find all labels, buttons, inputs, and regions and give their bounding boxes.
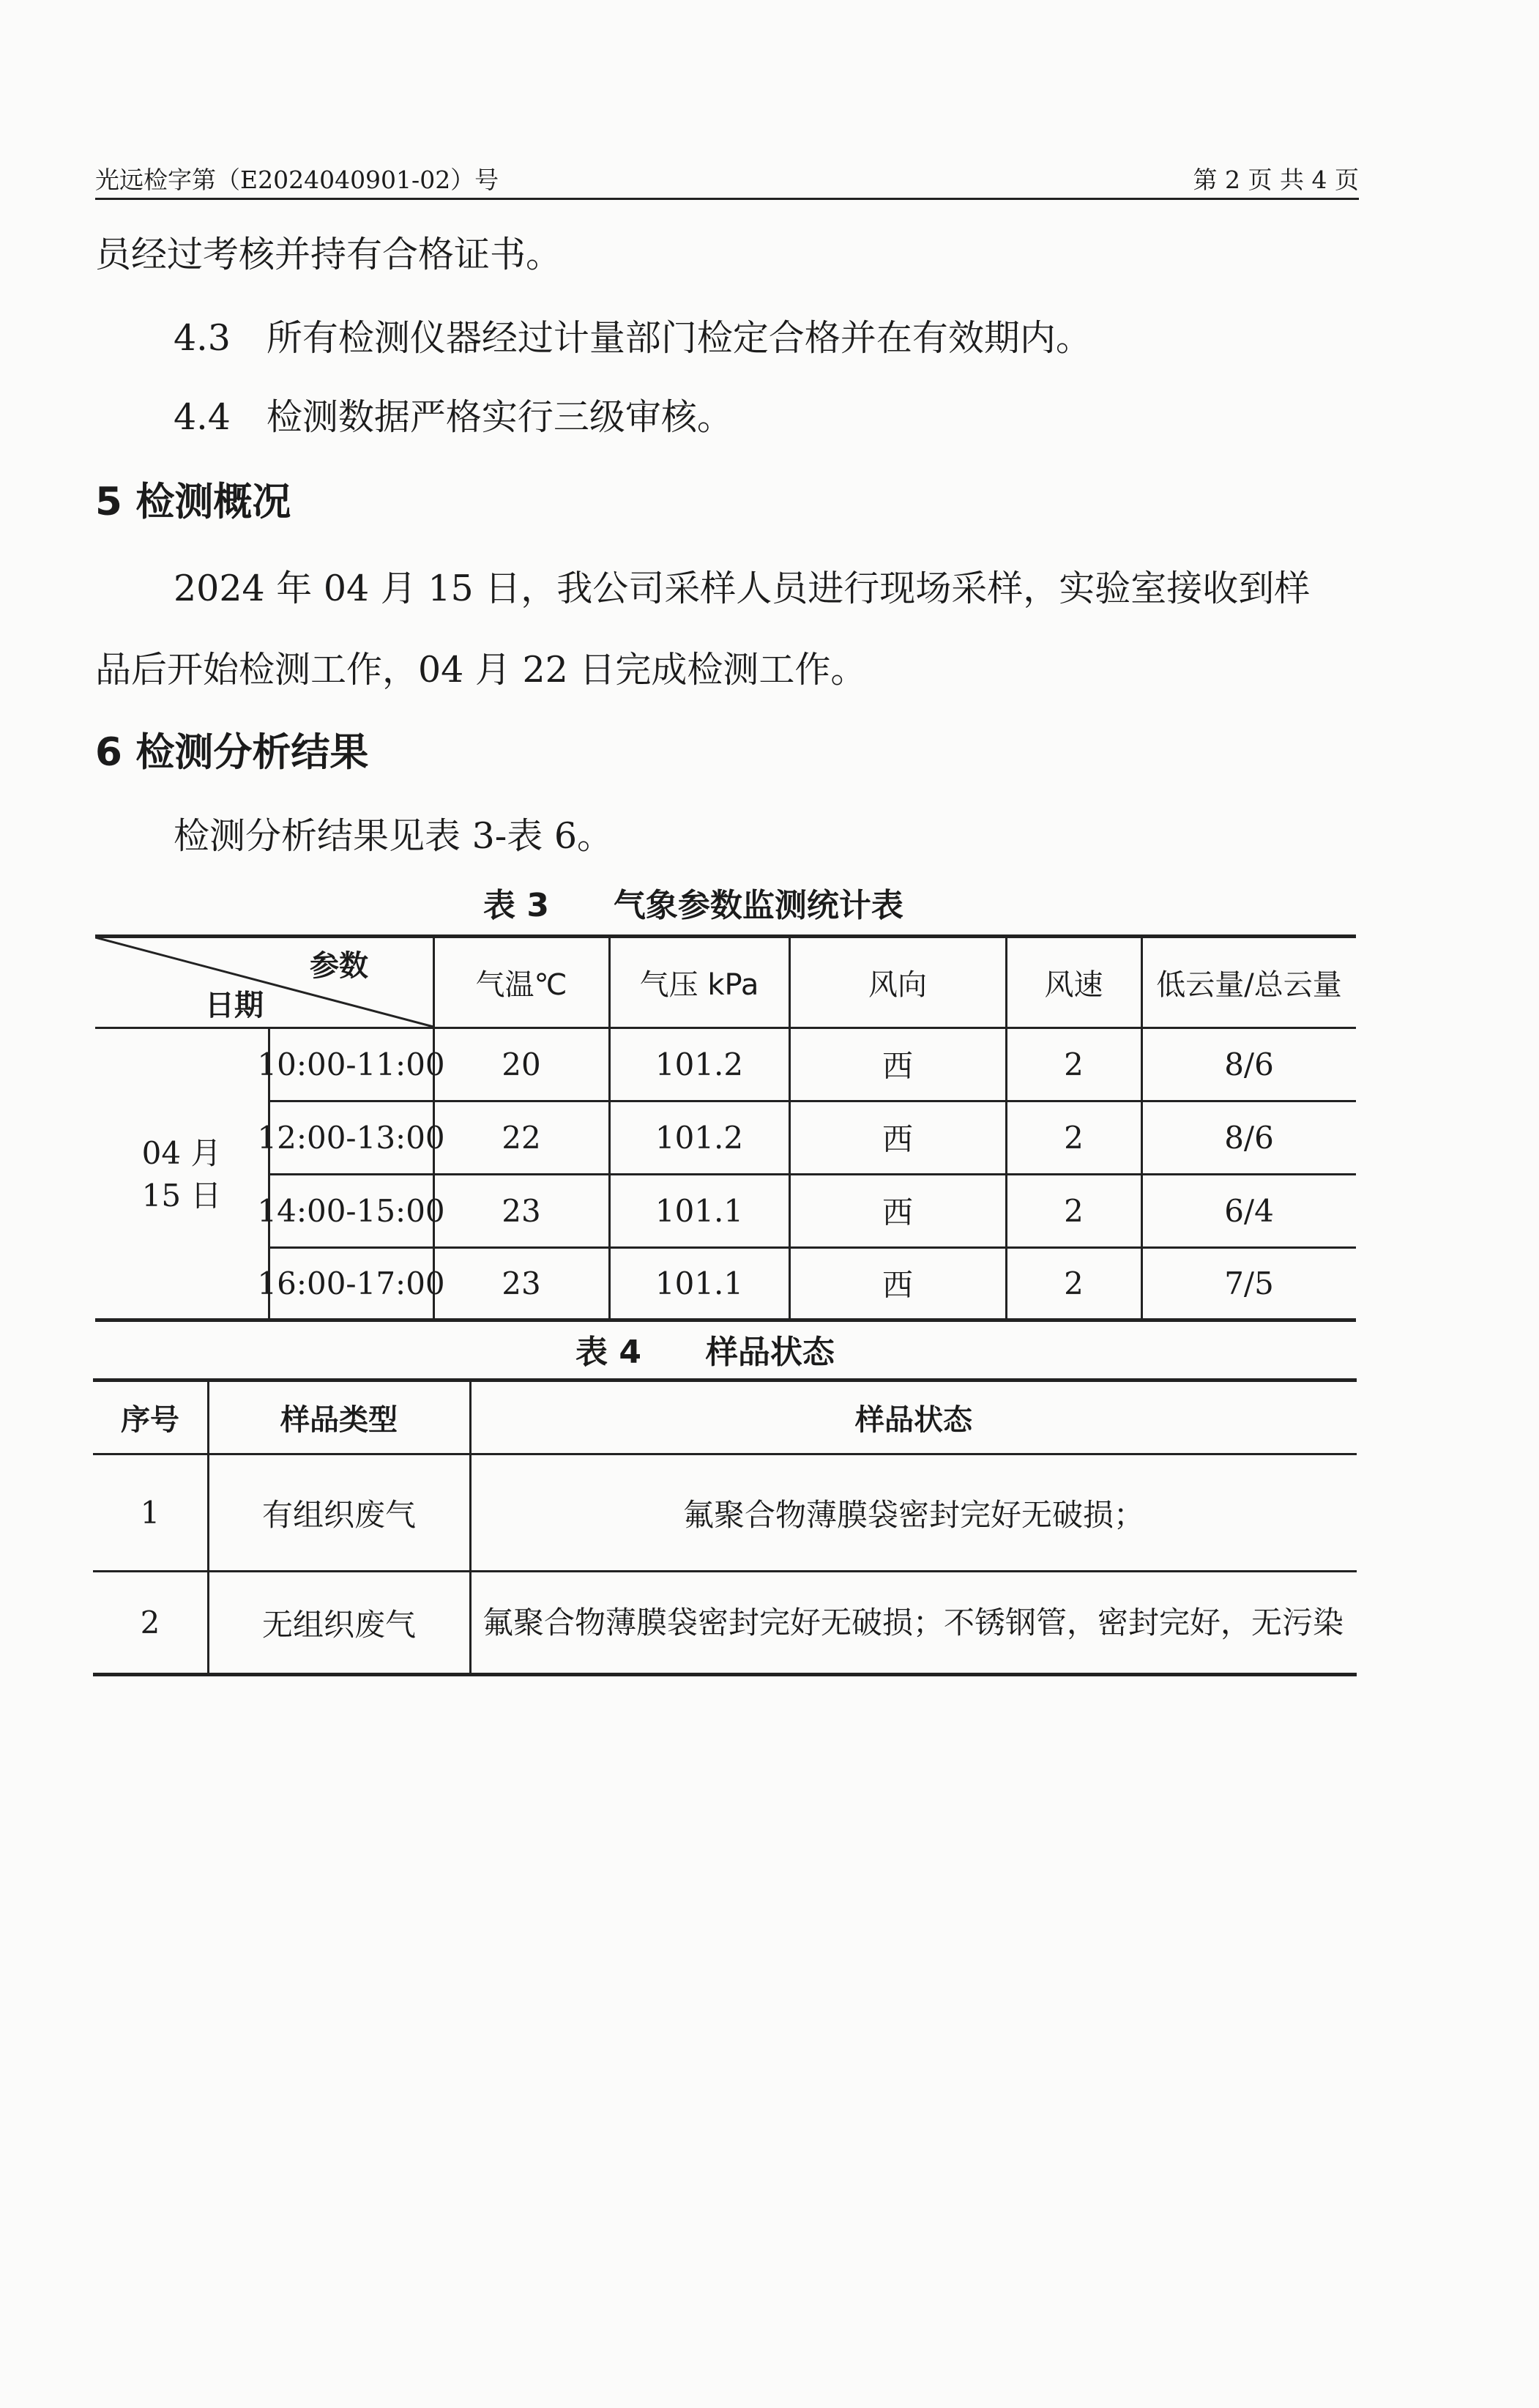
table3-weather-params xyxy=(95,934,1356,1323)
table3-date-cell: 04 月 15 日 xyxy=(141,1135,222,1214)
table3-caption: 表 3 气象参数监测统计表 xyxy=(483,887,903,924)
table4-sample-status xyxy=(93,1378,1357,1677)
paragraph-5-line2: 品后开始检测工作，04 月 22 日完成检测工作。 xyxy=(95,649,867,691)
section-heading-6: 6 检测分析结果 xyxy=(95,730,369,775)
table3-header-pressure: 气压 kPa xyxy=(639,967,759,1002)
table4-status-cell: 氟聚合物薄膜袋密封完好无破损； xyxy=(682,1496,1144,1533)
paragraph-5-line1: 2024 年 04 月 15 日，我公司采样人员进行现场采样，实验室接收到样 xyxy=(174,568,1311,609)
table3-wind-speed-cell: 2 xyxy=(1064,1192,1084,1229)
table4-no-cell: 2 xyxy=(140,1605,160,1640)
section-heading-5: 5 检测概况 xyxy=(95,480,291,524)
table3-pressure-cell: 101.1 xyxy=(655,1192,744,1229)
table3-header-temp: 气温℃ xyxy=(475,967,567,1002)
table4-no-cell: 1 xyxy=(140,1495,160,1531)
table3-temp-cell: 22 xyxy=(502,1119,541,1156)
report-number: 光远检字第（E2024040901-02）号 xyxy=(95,166,499,194)
table3-diag-param-label: 参数 xyxy=(310,948,368,983)
table3-wind-dir-cell: 西 xyxy=(882,1194,913,1230)
table3-wind-dir-cell: 西 xyxy=(882,1048,913,1084)
table4-type-cell: 有组织废气 xyxy=(261,1496,416,1533)
table3-bottom-rule xyxy=(95,1318,1356,1322)
table3-cloud-cell: 7/5 xyxy=(1224,1265,1274,1301)
table3-cloud-cell: 8/6 xyxy=(1224,1119,1274,1156)
page-number: 第 2 页 共 4 页 xyxy=(1193,166,1359,194)
table4-header-no: 序号 xyxy=(121,1402,179,1437)
table3-wind-speed-cell: 2 xyxy=(1064,1265,1084,1301)
paragraph-6: 检测分析结果见表 3-表 6。 xyxy=(174,815,614,857)
table3-wind-speed-cell: 2 xyxy=(1064,1046,1084,1082)
table3-temp-cell: 23 xyxy=(502,1192,541,1229)
paragraph-4-3: 4.3 所有检测仪器经过计量部门检定合格并在有效期内。 xyxy=(174,317,1092,359)
table3-wind-dir-cell: 西 xyxy=(882,1121,913,1157)
table3-pressure-cell: 101.2 xyxy=(655,1119,744,1156)
table3-time-cell: 14:00-15:00 xyxy=(257,1192,445,1229)
table3-diag-date-label: 日期 xyxy=(205,988,264,1022)
table3-header-wind-speed: 风速 xyxy=(1044,967,1103,1002)
table4-status-cell: 氟聚合物薄膜袋密封完好无破损；不锈钢管，密封完好，无污染 xyxy=(482,1604,1344,1640)
table4-header-type: 样品类型 xyxy=(280,1402,398,1437)
table3-temp-cell: 23 xyxy=(502,1265,541,1301)
table3-cloud-cell: 8/6 xyxy=(1224,1046,1274,1082)
table3-header-cloud: 低云量/总云量 xyxy=(1156,967,1342,1002)
table4-bottom-rule xyxy=(93,1673,1357,1676)
table3-pressure-cell: 101.1 xyxy=(655,1265,744,1301)
page-header xyxy=(95,160,1359,200)
table4-header-status: 样品状态 xyxy=(855,1402,972,1437)
paragraph-continued: 员经过考核并持有合格证书。 xyxy=(95,234,562,275)
table3-pressure-cell: 101.2 xyxy=(655,1046,744,1082)
table3-wind-speed-cell: 2 xyxy=(1064,1119,1084,1156)
table4-caption: 表 4 样品状态 xyxy=(575,1334,835,1371)
table3-time-cell: 10:00-11:00 xyxy=(257,1046,445,1082)
paragraph-4-4: 4.4 检测数据严格实行三级审核。 xyxy=(174,396,733,438)
table3-header-wind-dir: 风向 xyxy=(868,967,927,1002)
table4-type-cell: 无组织废气 xyxy=(261,1606,416,1643)
table3-cloud-cell: 6/4 xyxy=(1224,1192,1274,1229)
table3-time-cell: 12:00-13:00 xyxy=(257,1119,445,1156)
table3-temp-cell: 20 xyxy=(502,1046,541,1082)
table3-wind-dir-cell: 西 xyxy=(882,1267,913,1303)
table3-time-cell: 16:00-17:00 xyxy=(257,1265,445,1301)
